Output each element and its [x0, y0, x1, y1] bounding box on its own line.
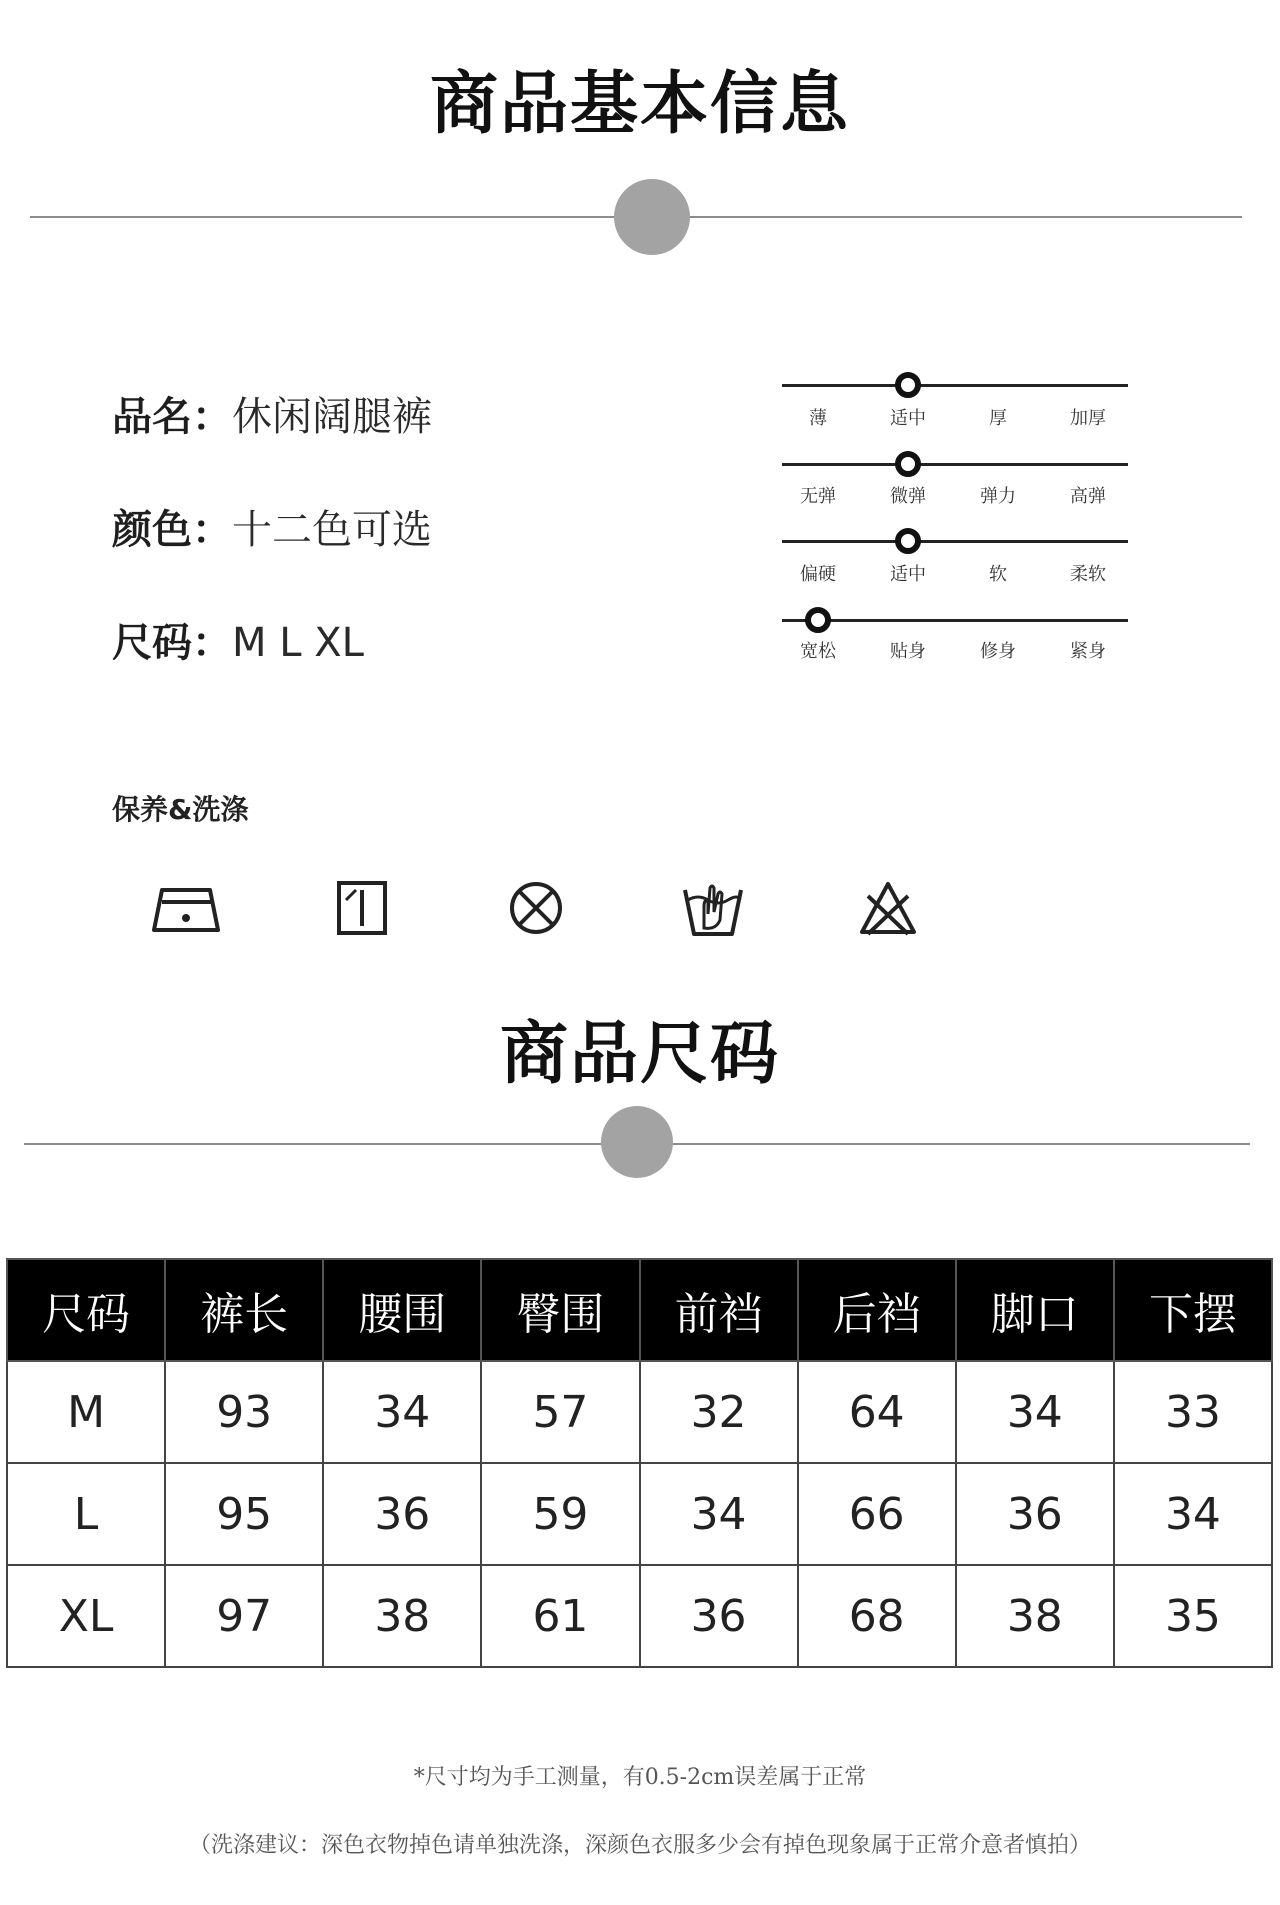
- scale-label: 紧身: [1070, 641, 1106, 662]
- table-cell: 32: [640, 1361, 798, 1463]
- table-row: [7, 1361, 1272, 1463]
- product-name-row: [112, 385, 432, 442]
- scale-label: 修身: [980, 641, 1016, 662]
- color-label: 颜色：: [112, 507, 232, 553]
- iron-low-icon: [150, 880, 222, 936]
- table-cell: 95: [165, 1463, 323, 1565]
- table-cell: 34: [956, 1361, 1114, 1463]
- color-row: [112, 498, 432, 555]
- table-cell: 34: [323, 1361, 481, 1463]
- scale-line: [782, 540, 1128, 543]
- column-header: 尺码: [7, 1259, 165, 1361]
- table-cell: 57: [481, 1361, 639, 1463]
- scale-label: 贴身: [890, 641, 926, 662]
- table-cell: 35: [1114, 1565, 1272, 1667]
- tumble-dry-line-icon: [336, 880, 388, 936]
- scale-label: 弹力: [980, 486, 1016, 507]
- table-cell: L: [7, 1463, 165, 1565]
- column-header: 裤长: [165, 1259, 323, 1361]
- table-cell: 33: [1114, 1361, 1272, 1463]
- table-cell: 38: [323, 1565, 481, 1667]
- table-cell: 66: [798, 1463, 956, 1565]
- size-table-header: [7, 1259, 1272, 1361]
- scale-indicator: [895, 528, 921, 554]
- table-row: [7, 1463, 1272, 1565]
- table-cell: 68: [798, 1565, 956, 1667]
- table-cell: 93: [165, 1361, 323, 1463]
- scale-line: [782, 619, 1128, 622]
- table-cell: 61: [481, 1565, 639, 1667]
- scale-label: 薄: [809, 408, 827, 429]
- size-section-title: 商品尺码: [499, 1015, 780, 1094]
- do-not-dryclean-icon: [508, 880, 564, 936]
- table-cell: 36: [640, 1565, 798, 1667]
- column-header: 前裆: [640, 1259, 798, 1361]
- divider-dot: [601, 1106, 673, 1178]
- scale-label: 偏硬: [800, 564, 836, 585]
- table-row: [7, 1565, 1272, 1667]
- scale-line: [782, 384, 1128, 387]
- scale-indicator: [805, 607, 831, 633]
- product-name-label: 品名：: [112, 394, 232, 440]
- size-table-body: [7, 1361, 1272, 1667]
- wash-note: （洗涤建议：深色衣物掉色请单独洗涤，深颜色衣服多少会有掉色现象属于正常介意者慎拍）: [188, 1833, 1091, 1858]
- scale-indicator: [895, 372, 921, 398]
- scale-label: 加厚: [1070, 408, 1106, 429]
- column-header: 臀围: [481, 1259, 639, 1361]
- table-cell: 34: [640, 1463, 798, 1565]
- table-cell: 64: [798, 1361, 956, 1463]
- do-not-bleach-icon: [858, 880, 918, 936]
- size-table: [6, 1258, 1273, 1668]
- measurement-note: *尺寸均为手工测量，有0.5-2cm误差属于正常: [413, 1765, 867, 1790]
- scale-label: 适中: [890, 408, 926, 429]
- scale-label: 软: [989, 564, 1007, 585]
- table-cell: M: [7, 1361, 165, 1463]
- care-title: 保养&洗涤: [112, 793, 249, 826]
- scale-label: 柔软: [1070, 564, 1106, 585]
- product-name-value: 休闲阔腿裤: [232, 394, 432, 440]
- table-cell: 59: [481, 1463, 639, 1565]
- table-cell: 97: [165, 1565, 323, 1667]
- size-label: 尺码：: [112, 620, 232, 666]
- color-value: 十二色可选: [232, 507, 432, 553]
- page-title: 商品基本信息: [429, 65, 850, 144]
- column-header: 腰围: [323, 1259, 481, 1361]
- table-cell: 34: [1114, 1463, 1272, 1565]
- column-header: 后裆: [798, 1259, 956, 1361]
- table-cell: 38: [956, 1565, 1114, 1667]
- size-value: M L XL: [232, 620, 364, 666]
- table-cell: 36: [956, 1463, 1114, 1565]
- scale-line: [782, 463, 1128, 466]
- scale-indicator: [895, 451, 921, 477]
- column-header: 脚口: [956, 1259, 1114, 1361]
- size-row: [112, 611, 364, 668]
- hand-wash-icon: [682, 880, 744, 938]
- scale-label: 微弹: [890, 486, 926, 507]
- scale-label: 适中: [890, 564, 926, 585]
- column-header: 下摆: [1114, 1259, 1272, 1361]
- table-cell: 36: [323, 1463, 481, 1565]
- divider-dot: [614, 179, 690, 255]
- scale-label: 宽松: [800, 641, 836, 662]
- table-cell: XL: [7, 1565, 165, 1667]
- scale-label: 无弹: [800, 486, 836, 507]
- scale-label: 厚: [989, 408, 1007, 429]
- scale-label: 高弹: [1070, 486, 1106, 507]
